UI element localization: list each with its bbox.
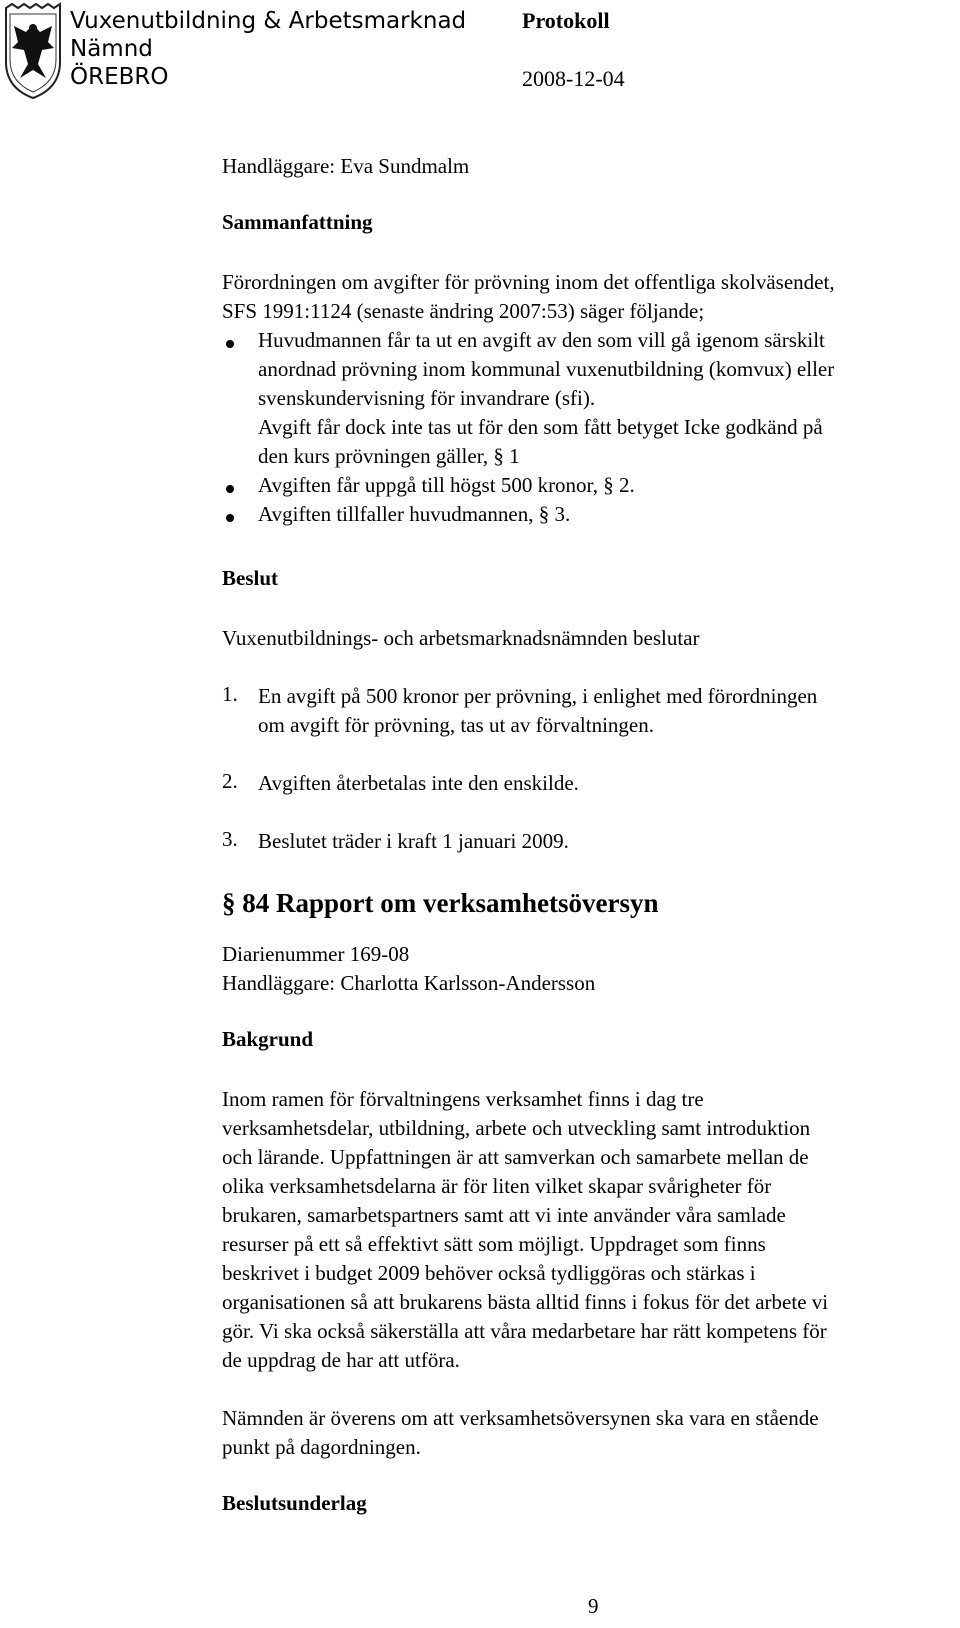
bullet-line: Avgiften får uppgå till högst 500 kronor, § 2.	[258, 473, 635, 497]
handlaggare-line: Handläggare: Charlotta Karlsson-Andersson	[222, 971, 596, 995]
bullet-icon	[226, 485, 234, 493]
sammanfattning-heading: Sammanfattning	[222, 210, 373, 234]
bullet-line: Huvudmannen får ta ut en avgift av den som vill gå igenom särskilt	[258, 328, 825, 352]
beslut-heading: Beslut	[222, 566, 279, 590]
paragraph-line: brukaren, samarbetspartners samt att vi inte använder våra samlade	[222, 1203, 786, 1227]
paragraph-line: de uppdrag de har att utföra.	[222, 1348, 460, 1372]
organization-name: Vuxenutbildning & Arbetsmarknad	[70, 8, 467, 34]
page-number: 9	[588, 1594, 599, 1618]
document-type: Protokoll	[522, 8, 610, 33]
bullet-line: anordnad prövning inom kommunal vuxenutbildning (komvux) eller	[258, 357, 835, 381]
organization-city: ÖREBRO	[70, 64, 169, 90]
bullet-icon	[226, 340, 234, 348]
paragraph-line: och lärande. Uppfattningen är att samverkan och samarbete mellan de	[222, 1145, 809, 1169]
bakgrund-heading: Bakgrund	[222, 1027, 314, 1051]
handlaggare-line: Handläggare: Eva Sundmalm	[222, 154, 470, 178]
decision-line: Beslutet träder i kraft 1 januari 2009.	[258, 829, 569, 853]
paragraph-line: Nämnden är överens om att verksamhetsöversynen ska vara en stående	[222, 1406, 819, 1430]
bullet-icon	[226, 514, 234, 522]
decision-line: En avgift på 500 kronor per prövning, i enlighet med förordningen	[258, 684, 818, 708]
intro-line: SFS 1991:1124 (senaste ändring 2007:53) säger följande;	[222, 299, 705, 323]
diarienummer: Diarienummer 169-08	[222, 942, 410, 966]
decision-line: om avgift för prövning, tas ut av förvaltningen.	[258, 713, 654, 737]
paragraph-line: Inom ramen för förvaltningens verksamhet finns i dag tre	[222, 1087, 704, 1111]
document-date: 2008-12-04	[522, 66, 625, 91]
paragraph-line: resurser på ett så effektivt sätt som möjligt. Uppdraget som finns	[222, 1232, 766, 1256]
bullet-line: Avgift får dock inte tas ut för den som fått betyget Icke godkänd på	[258, 415, 823, 439]
beslutsunderlag-heading: Beslutsunderlag	[222, 1491, 367, 1515]
decision-line: Avgiften återbetalas inte den enskilde.	[258, 771, 579, 795]
paragraph-line: punkt på dagordningen.	[222, 1435, 421, 1459]
intro-line: Förordningen om avgifter för prövning inom det offentliga skolväsendet,	[222, 270, 835, 294]
paragraph-line: gör. Vi ska också säkerställa att våra medarbetare har rätt kompetens för	[222, 1319, 827, 1343]
bullet-line: svenskundervisning för invandrare (sfi).	[258, 386, 596, 410]
organization-unit: Nämnd	[70, 36, 153, 62]
bullet-line: den kurs prövningen gäller, § 1	[258, 444, 520, 468]
decision-number: 2.	[222, 769, 238, 793]
paragraph-line: beskrivet i budget 2009 behöver också tydliggöras och stärkas i	[222, 1261, 756, 1285]
decision-number: 3.	[222, 827, 238, 851]
beslut-intro: Vuxenutbildnings- och arbetsmarknadsnämnden beslutar	[222, 626, 700, 650]
paragraph-line: verksamhetsdelar, utbildning, arbete och utveckling samt introduktion	[222, 1116, 811, 1140]
bullet-line: Avgiften tillfaller huvudmannen, § 3.	[258, 502, 571, 526]
paragraph-line: olika verksamhetsdelarna är för liten vilket skapar svårigheter för	[222, 1174, 772, 1198]
section-title: § 84 Rapport om verksamhetsöversyn	[222, 888, 659, 918]
decision-number: 1.	[222, 682, 238, 706]
paragraph-line: organisationen så att brukarens bästa alltid finns i fokus för det arbete vi	[222, 1290, 829, 1314]
orebro-crest-logo	[2, 2, 64, 100]
